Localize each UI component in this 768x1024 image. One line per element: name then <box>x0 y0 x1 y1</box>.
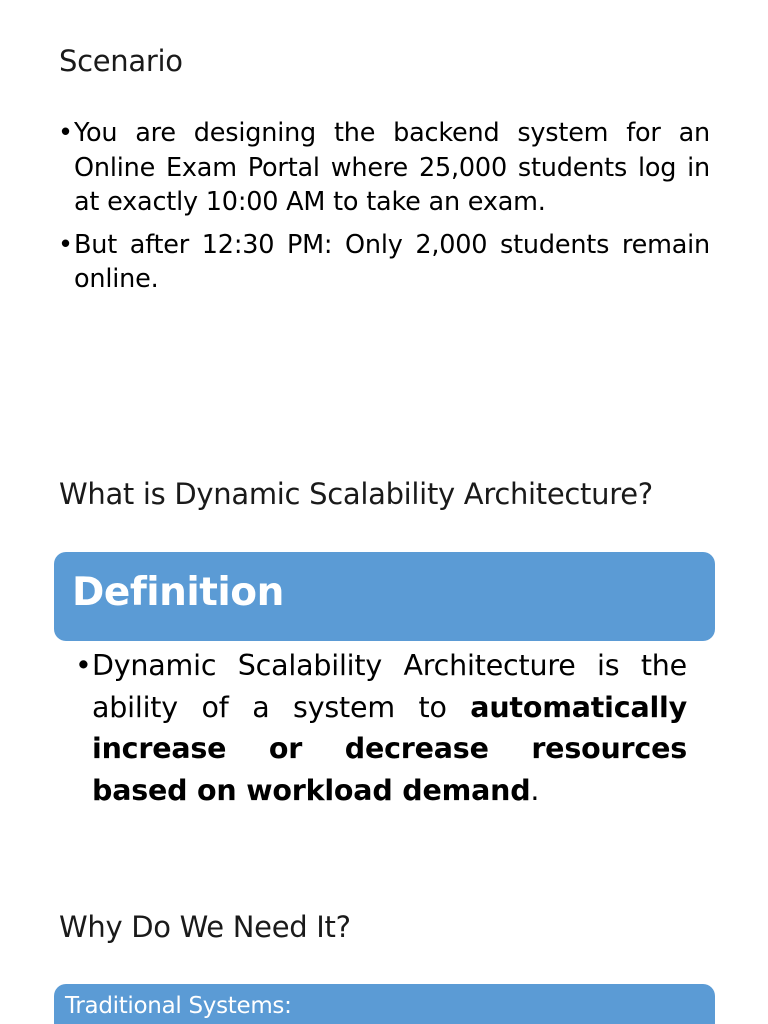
scenario-bullet-list <box>58 116 710 305</box>
scenario-bullet-item <box>58 116 710 220</box>
definition-section-heading: What is Dynamic Scalability Architecture? <box>59 477 653 511</box>
need-section-heading: Why Do We Need It? <box>59 910 351 944</box>
traditional-systems-card-header <box>54 984 715 1024</box>
definition-card-header <box>54 552 715 641</box>
scenario-bullet-text: But after 12:30 PM: Only 2,000 students remain online. <box>74 229 710 294</box>
definition-text-emphasis: automatically increase or decrease resources based on workload demand <box>92 690 687 807</box>
bullet-icon: • <box>58 118 73 148</box>
bullet-icon: • <box>58 229 73 260</box>
definition-text-end: . <box>530 773 540 807</box>
scenario-bullet-item <box>58 228 710 297</box>
traditional-systems-card-title: Traditional Systems: <box>65 993 292 1019</box>
bullet-icon: • <box>75 649 92 682</box>
scenario-bullet-text: You are designing the backend system for an Online Exam Portal where 25,000 students log in at exactly 10:00 AM to take an exam. <box>74 118 710 217</box>
definition-body <box>75 645 687 811</box>
definition-card-title: Definition <box>72 570 284 615</box>
definition-text <box>75 645 687 811</box>
definition-text-lead: Dynamic Scalability Architecture is the ability of a system to <box>92 649 687 724</box>
scenario-heading: Scenario <box>59 44 183 78</box>
